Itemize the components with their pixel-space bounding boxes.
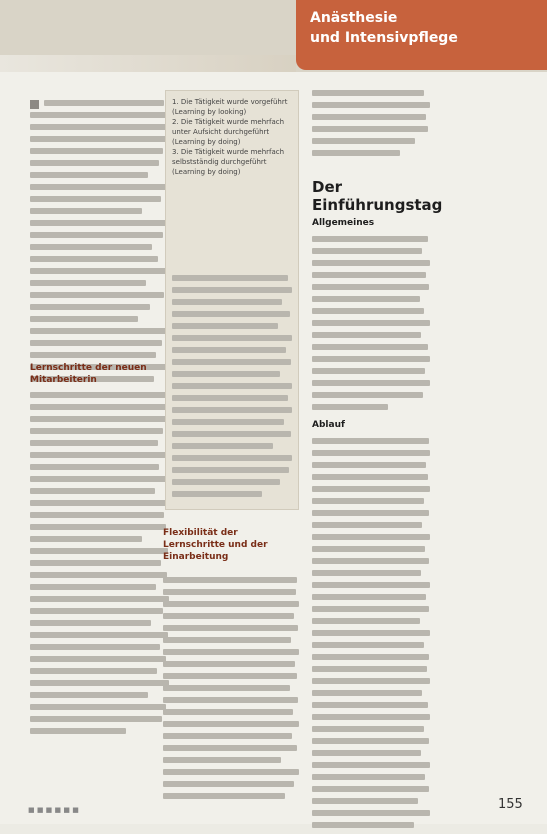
middle-column (163, 527, 299, 805)
footer-source: ■ ■ ■ ■ ■ ■ (28, 806, 79, 814)
middle-section-heading: Flexibilität der Lernschritte und der Einarbeitung (163, 528, 268, 562)
box-step-2-note: (Learning by doing) (172, 138, 241, 146)
box-step-3-note: (Learning by doing) (172, 168, 241, 176)
section-title-line2: und Intensivpflege (310, 30, 458, 46)
box-step-1: 1. Die Tätigkeit wurde vorgeführt (172, 98, 288, 106)
header-gradient (0, 55, 296, 72)
section-title-line1: Anästhesie (310, 10, 398, 26)
left-section-heading: Lernschritte der neuen Mitarbeiterin (30, 363, 147, 385)
box-step-2: 2. Die Tätigkeit wurde mehrfach unter Aufsicht durchgeführt (172, 118, 285, 136)
box-step-1-note: (Learning by looking) (172, 108, 247, 116)
right-subheading-general: Allgemeines (312, 218, 375, 228)
section-tab (296, 0, 547, 70)
right-subheading-procedure: Ablauf (312, 420, 345, 430)
info-box (165, 90, 299, 510)
page-number: 155 (498, 797, 523, 812)
box-step-3: 3. Die Tätigkeit wurde mehrfach selbstständig durchgeführt (172, 148, 285, 166)
right-column (312, 90, 443, 834)
right-section-heading: Der Einführungstag (312, 178, 443, 214)
